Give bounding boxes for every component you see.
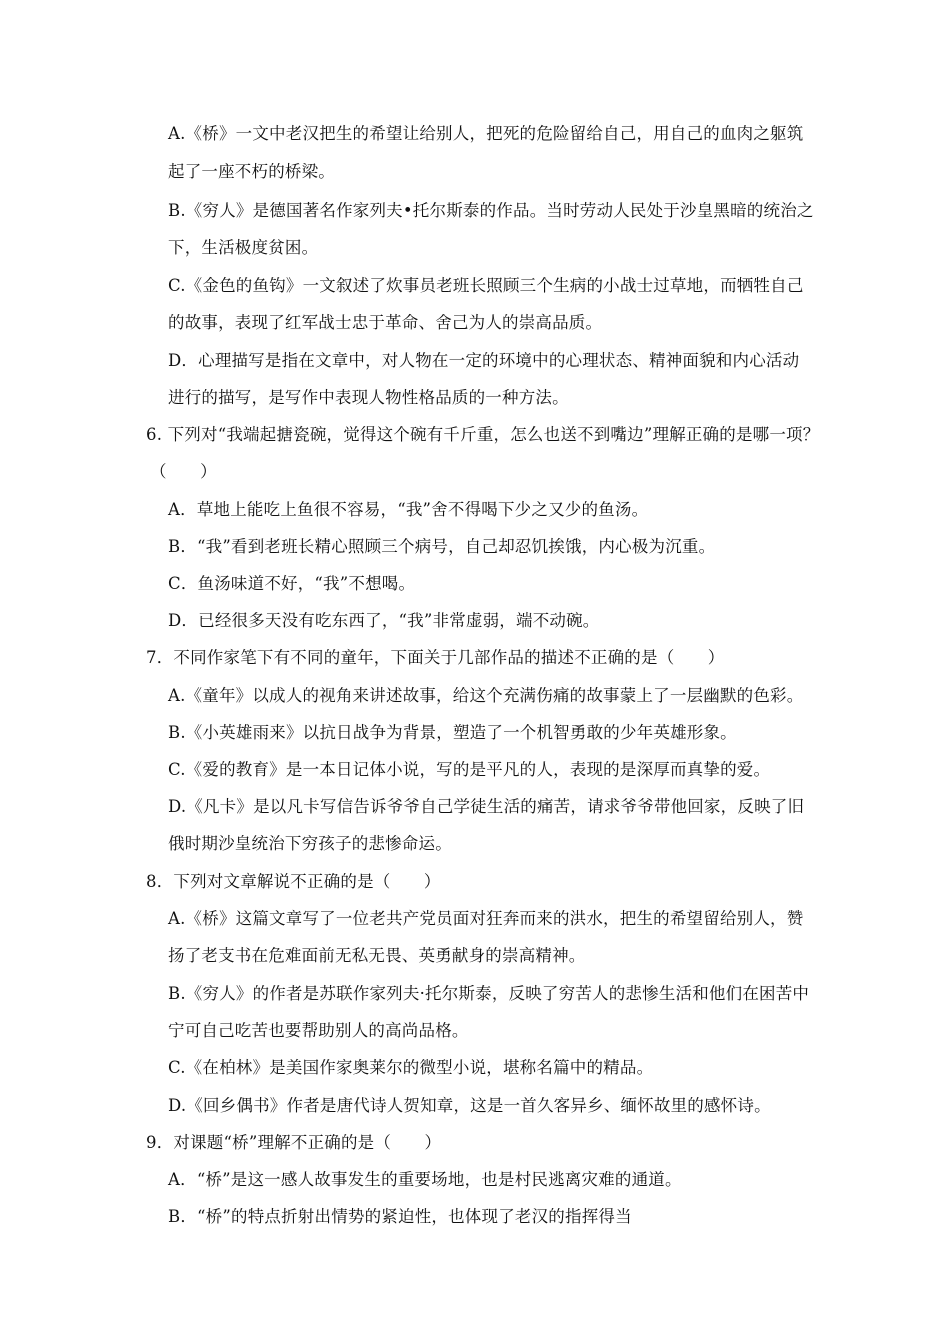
option-line: A.《童年》以成人的视角来讲述故事，给这个充满伤痛的故事蒙上了一层幽默的色彩。 <box>168 686 804 705</box>
option-line: B．“桥”的特点折射出情势的紧迫性，也体现了老汉的指挥得当 <box>168 1207 632 1226</box>
option-line-continued: 的故事，表现了红军战士忠于革命、舍己为人的崇高品质。 <box>168 313 603 332</box>
option-line: B．“我”看到老班长精心照顾三个病号，自己却忍饥挨饿，内心极为沉重。 <box>168 537 716 556</box>
question-6-stem: 6. 下列对“我端起搪瓷碗，觉得这个碗有千斤重，怎么也送不到嘴边”理解正确的是哪一项？ <box>146 425 820 444</box>
option-line-continued: 宁可自己吃苦也要帮助别人的高尚品格。 <box>168 1021 469 1040</box>
option-line-continued: 起了一座不朽的桥梁。 <box>168 162 335 181</box>
option-line: D.《凡卡》是以凡卡写信告诉爷爷自己学徒生活的痛苦，请求爷爷带他回家，反映了旧 <box>168 797 805 816</box>
option-line-continued: 进行的描写，是写作中表现人物性格品质的一种方法。 <box>168 388 569 407</box>
option-line: B.《小英雄雨来》以抗日战争为背景，塑造了一个机智勇敢的少年英雄形象。 <box>168 723 737 742</box>
option-line: D．已经很多天没有吃东西了，“我”非常虚弱，端不动碗。 <box>168 611 600 630</box>
option-line: D.《回乡偶书》作者是唐代诗人贺知章，这是一首久客异乡、缅怀故里的感怀诗。 <box>168 1096 771 1115</box>
option-line: B.《穷人》是德国著名作家列夫•托尔斯泰的作品。当时劳动人民处于沙皇黑暗的统治之 <box>168 201 814 220</box>
option-line: A.《桥》一文中老汉把生的希望让给别人，把死的危险留给自己，用自己的血肉之躯筑 <box>168 124 804 143</box>
option-line: A.《桥》这篇文章写了一位老共产党员面对狂奔而来的洪水，把生的希望留给别人，赞 <box>168 909 804 928</box>
option-line-continued: 俄时期沙皇统治下穷孩子的悲惨命运。 <box>168 834 452 853</box>
answer-blank: （ ） <box>150 462 217 481</box>
option-line: C.《金色的鱼钩》一文叙述了炊事员老班长照顾三个生病的小战士过草地，而牺牲自己 <box>168 276 804 295</box>
option-line: C.《在柏林》是美国作家奥莱尔的微型小说，堪称名篇中的精品。 <box>168 1058 654 1077</box>
option-line-continued: 扬了老支书在危难面前无私无畏、英勇献身的崇高精神。 <box>168 946 586 965</box>
option-line: B.《穷人》的作者是苏联作家列夫·托尔斯泰，反映了穷苦人的悲惨生活和他们在困苦中 <box>168 984 810 1003</box>
question-9-stem: 9．对课题“桥”理解不正确的是（ ） <box>146 1133 442 1152</box>
option-line: D．心理描写是指在文章中，对人物在一定的环境中的心理状态、精神面貌和内心活动 <box>168 351 800 370</box>
option-line: C．鱼汤味道不好，“我”不想喝。 <box>168 574 416 593</box>
option-line: A．草地上能吃上鱼很不容易，“我”舍不得喝下少之又少的鱼汤。 <box>168 500 649 519</box>
option-line: A．“桥”是这一感人故事发生的重要场地，也是村民逃离灾难的通道。 <box>168 1170 682 1189</box>
question-7-stem: 7．不同作家笔下有不同的童年，下面关于几部作品的描述不正确的是（ ） <box>146 648 725 667</box>
question-8-stem: 8．下列对文章解说不正确的是（ ） <box>146 872 441 891</box>
option-line-continued: 下，生活极度贫困。 <box>168 238 319 257</box>
option-line: C.《爱的教育》是一本日记体小说，写的是平凡的人，表现的是深厚而真挚的爱。 <box>168 760 771 779</box>
